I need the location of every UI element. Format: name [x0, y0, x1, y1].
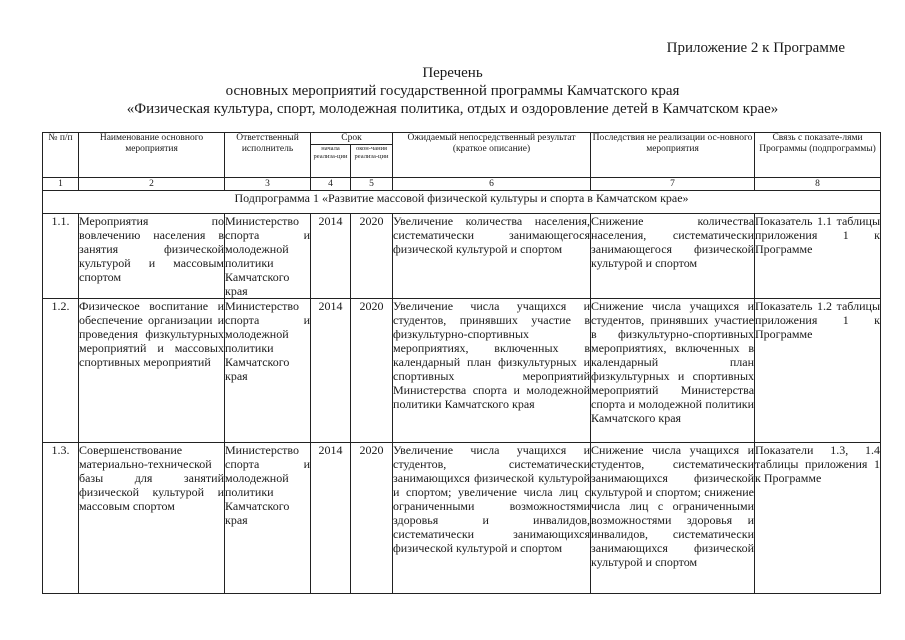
title-line-2: основных мероприятий государственной программы Камчатского края	[225, 83, 680, 99]
subprogram-title: Подпрограмма 1 «Развитие массовой физической культуры и спорта в Камчатском крае»	[43, 191, 881, 214]
row-end: 2020	[351, 443, 393, 594]
row-consequences: Снижение числа учащихся и студентов, принявших участие в физкультурно-спортивных мероприятиях, включенных в календарный план физкультурных и спортивных мероприятий Министерства спорта и молодежной политики Камчатского края	[591, 299, 755, 443]
header-result: Ожидаемый непосредственный результат (краткое описание)	[393, 133, 591, 178]
header-executor: Ответственный исполнитель	[225, 133, 311, 178]
row-num: 1.2.	[43, 299, 79, 443]
col-number: 5	[351, 178, 393, 191]
col-number: 8	[755, 178, 881, 191]
row-name: Мероприятия по вовлечению населения в занятия физической культурой и массовым спортом	[79, 214, 225, 299]
row-executor: Министерство спорта и молодежной политики Камчатского края	[225, 214, 310, 298]
header-link: Связь с показате-лями Программы (подпрограммы)	[755, 133, 881, 178]
col-number: 2	[79, 178, 225, 191]
row-link: Показатели 1.3, 1.4 таблицы приложения 1 к Программе	[755, 443, 881, 594]
header-name: Наименование основного мероприятия	[79, 133, 225, 178]
title-line-1: Перечень	[422, 65, 483, 81]
row-result: Увеличение числа учащихся и студентов, принявших участие в физкультурно-спортивных мероприятиях, включенных в календарный план физкультурных и спортивных мероприятий Министерства спорта и молодежной политики Камчатского края	[393, 299, 591, 443]
header-row	[43, 133, 881, 145]
row-num: 1.3.	[43, 443, 79, 594]
table-row	[43, 299, 881, 443]
title-line-3: «Физическая культура, спорт, молодежная политика, отдых и оздоровление детей в Камчатском крае»	[126, 101, 779, 117]
table-row	[43, 214, 881, 299]
row-name: Физическое воспитание и обеспечение организации и проведения физкультурных мероприятий и массовых спортивных мероприятий	[79, 299, 225, 443]
col-number: 6	[393, 178, 591, 191]
table-row	[43, 443, 881, 594]
header-end: окон-чания реализа-ции	[351, 145, 393, 178]
header-consequences: Последствия не реализации ос-новного мероприятия	[591, 133, 755, 178]
row-link: Показатель 1.2 таблицы приложения 1 к Программе	[755, 299, 881, 443]
header-num: № п/п	[43, 133, 79, 178]
col-number: 7	[591, 178, 755, 191]
measures-table	[42, 132, 881, 594]
col-number: 1	[43, 178, 79, 191]
row-start: 2014	[311, 299, 351, 443]
document-title	[0, 64, 905, 118]
appendix-label: Приложение 2 к Программе	[666, 40, 845, 56]
header-start: начала реализа-ции	[311, 145, 351, 178]
row-name: Совершенствование материально-технической базы для занятий физической культурой и массовым спортом	[79, 443, 225, 594]
col-number: 4	[311, 178, 351, 191]
row-end: 2020	[351, 299, 393, 443]
row-executor: Министерство спорта и молодежной политики Камчатского края	[225, 299, 311, 443]
row-result: Увеличение количества населения, систематически занимающегося физической культурой и спортом	[393, 214, 591, 299]
row-consequences: Снижение числа учащихся и студентов, систематически занимающихся физической культурой и спортом; снижение числа лиц с ограниченными возможностями здоровья и инвалидов, систематически занимающихся физической культурой и спортом	[591, 443, 755, 594]
subprogram-row	[43, 191, 881, 214]
row-executor: Министерство спорта и молодежной политики Камчатского края	[225, 443, 311, 594]
column-number-row	[43, 178, 881, 191]
header-term: Срок	[311, 133, 393, 145]
row-consequences: Снижение количества населения, систематически занимающегося физической культурой и спортом	[591, 214, 755, 299]
row-num: 1.1.	[43, 214, 79, 299]
row-start: 2014	[311, 214, 351, 299]
row-result: Увеличение числа учащихся и студентов, систематически занимающихся физической культурой и спортом; увеличение числа лиц с ограниченными возможностями здоровья и инвалидов, систематически занимающихся физической культурой и спортом	[393, 443, 591, 594]
row-start: 2014	[311, 443, 351, 594]
col-number: 3	[225, 178, 311, 191]
row-end: 2020	[351, 214, 393, 299]
row-link: Показатель 1.1 таблицы приложения 1 к Программе	[755, 214, 881, 299]
